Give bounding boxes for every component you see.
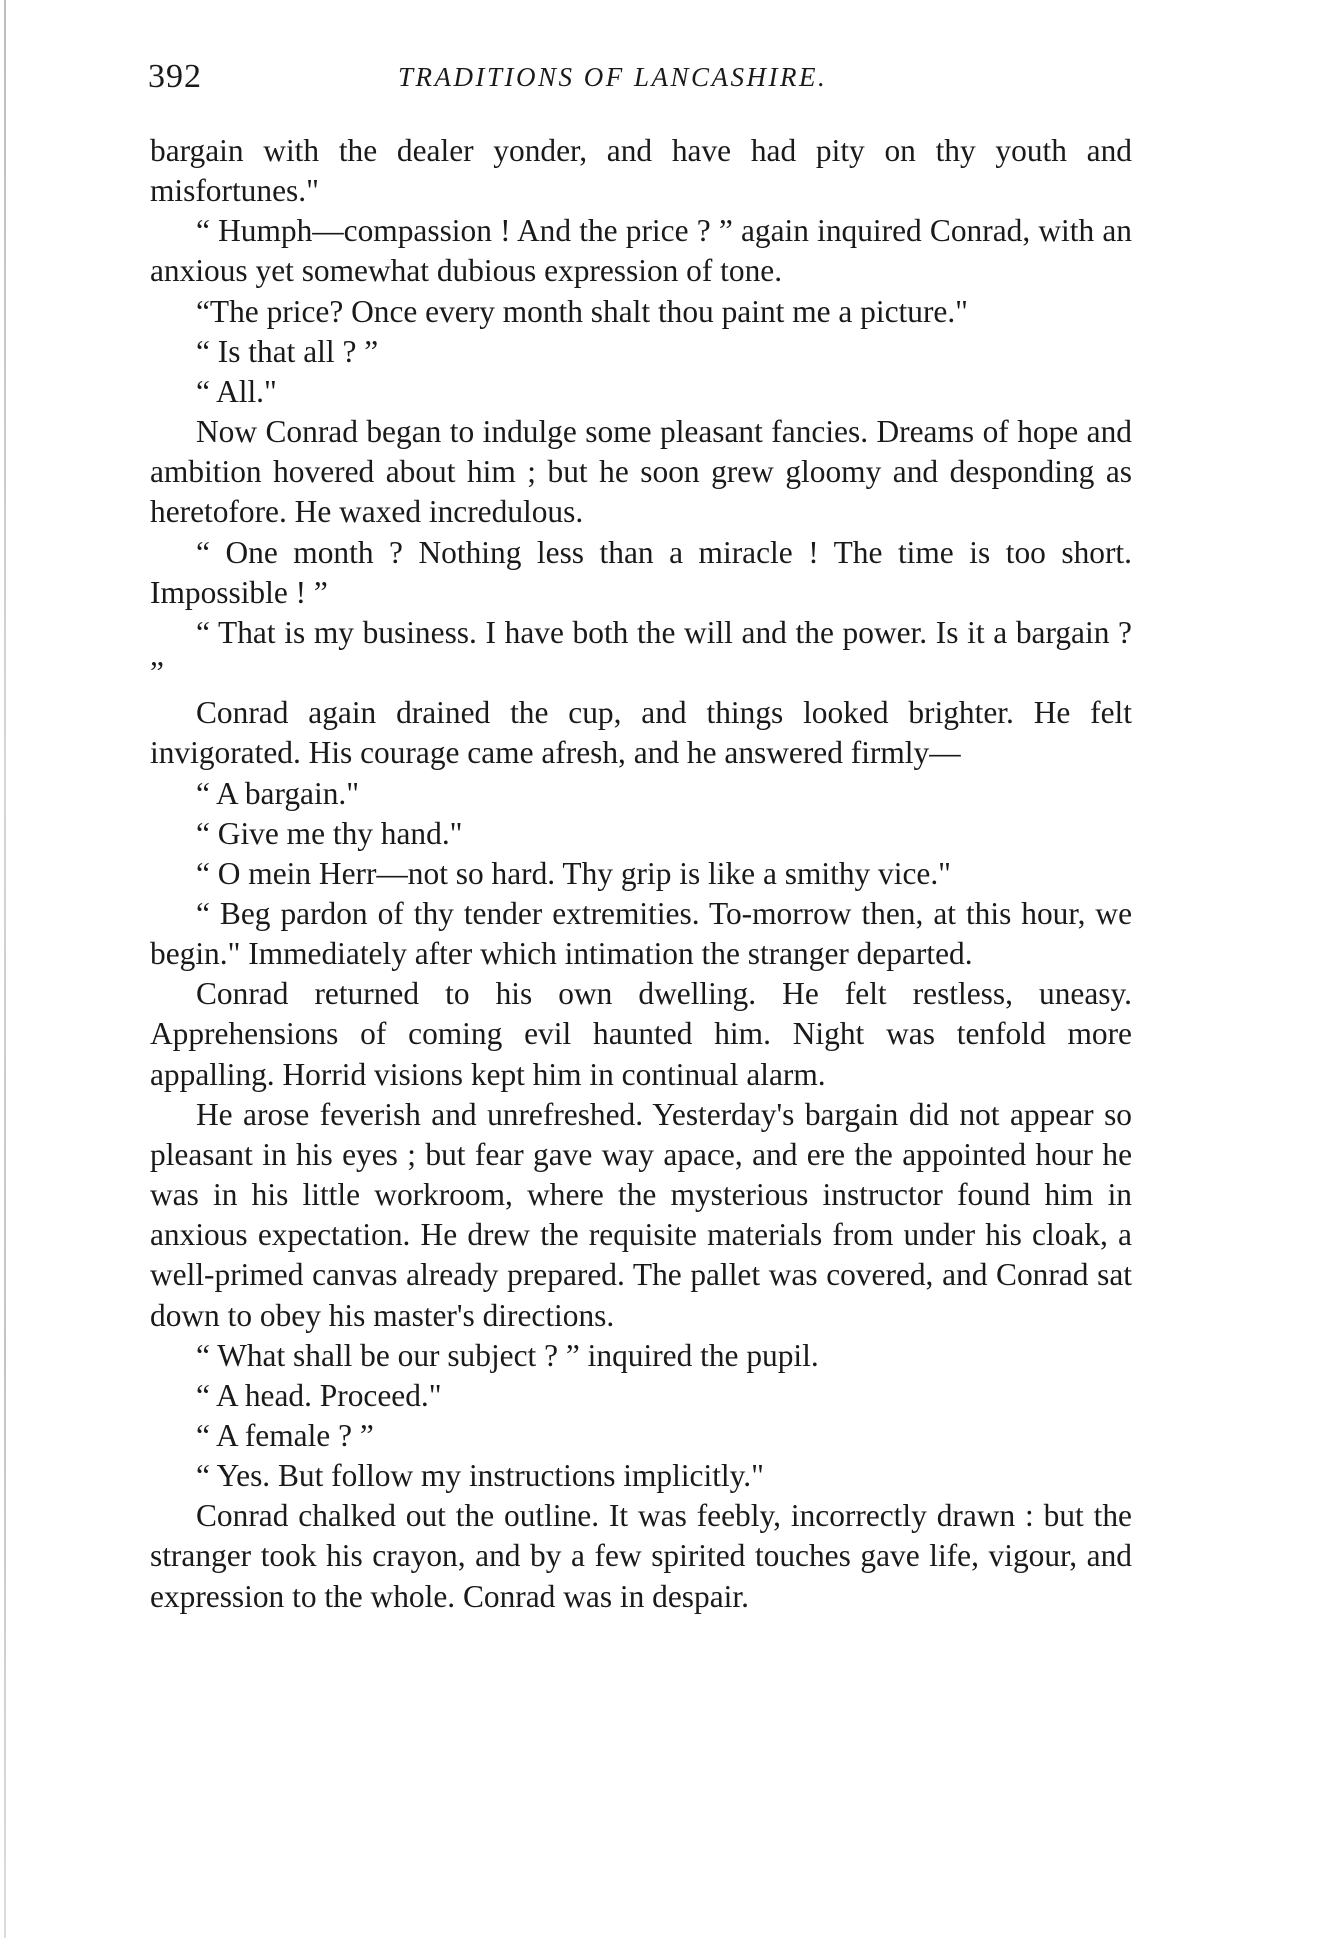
paragraph: “ Beg pardon of thy tender extremities. To-morrow then, at this hour, we begin." Immediately after which intimation the stranger departed. [150,895,1132,972]
page-gutter-edge [4,0,6,1938]
running-head: TRADITIONS OF LANCASHIRE. [398,62,828,92]
paragraph: Now Conrad began to indulge some pleasant fancies. Dreams of hope and ambition hovered about him ; but he soon grew gloomy and desponding as heretofore. He waxed incredulous. [150,414,1132,530]
paragraph: “ That is my business. I have both the will and the power. Is it a bargain ? ” [150,614,1132,691]
page-number: 392 [148,58,202,95]
paragraph: “ What shall be our subject ? ” inquired the pupil. [196,1337,819,1373]
paragraph: “ One month ? Nothing less than a miracle ! The time is too short. Impossible ! ” [150,534,1132,610]
paragraph: Conrad again drained the cup, and things looked brighter. He felt invigorated. His courage came afresh, and he answered firmly— [150,695,1132,771]
paragraph: Conrad chalked out the outline. It was feebly, incorrectly drawn : but the stranger took his crayon, and by a few spirited touches gave life, vigour, and expression to the whole. Conrad was in despair. [150,1498,1132,1614]
paragraph: bargain with the dealer yonder, and have had pity on thy youth and misfortunes." [150,133,1132,209]
paragraph: “ All." [196,373,277,409]
paragraph: He arose feverish and unrefreshed. Yesterday's bargain did not appear so pleasant in his eyes ; but fear gave way apace, and ere the appointed hour he was in his little workroom, where the mysterious instructor found him in anxious expectation. He drew the requisite materials from under his cloak, a well-primed canvas already prepared. The pallet was covered, and Conrad sat down to obey his master's directions. [150,1096,1132,1333]
paragraph: “ Give me thy hand." [196,815,463,851]
paragraph: Conrad returned to his own dwelling. He felt restless, uneasy. Apprehensions of coming evil haunted him. Night was tenfold more appalling. Horrid visions kept him in continual alarm. [150,976,1132,1092]
paragraph: “ A female ? ” [196,1418,374,1453]
paragraph: “ A bargain." [196,775,360,811]
paragraph: “The price? Once every month shalt thou paint me a picture." [196,293,968,329]
page-header [148,58,1128,106]
paragraph: “ A head. Proceed." [196,1377,442,1413]
body-text [150,131,1132,1617]
paragraph: “ Yes. But follow my instructions implicitly." [196,1458,764,1494]
paragraph: “ O mein Herr—not so hard. Thy grip is like a smithy vice." [196,855,951,891]
paragraph: “ Humph—compassion ! And the price ? ” again inquired Conrad, with an anxious yet somewhat dubious expression of tone. [150,213,1132,289]
paragraph: “ Is that all ? ” [196,333,379,369]
